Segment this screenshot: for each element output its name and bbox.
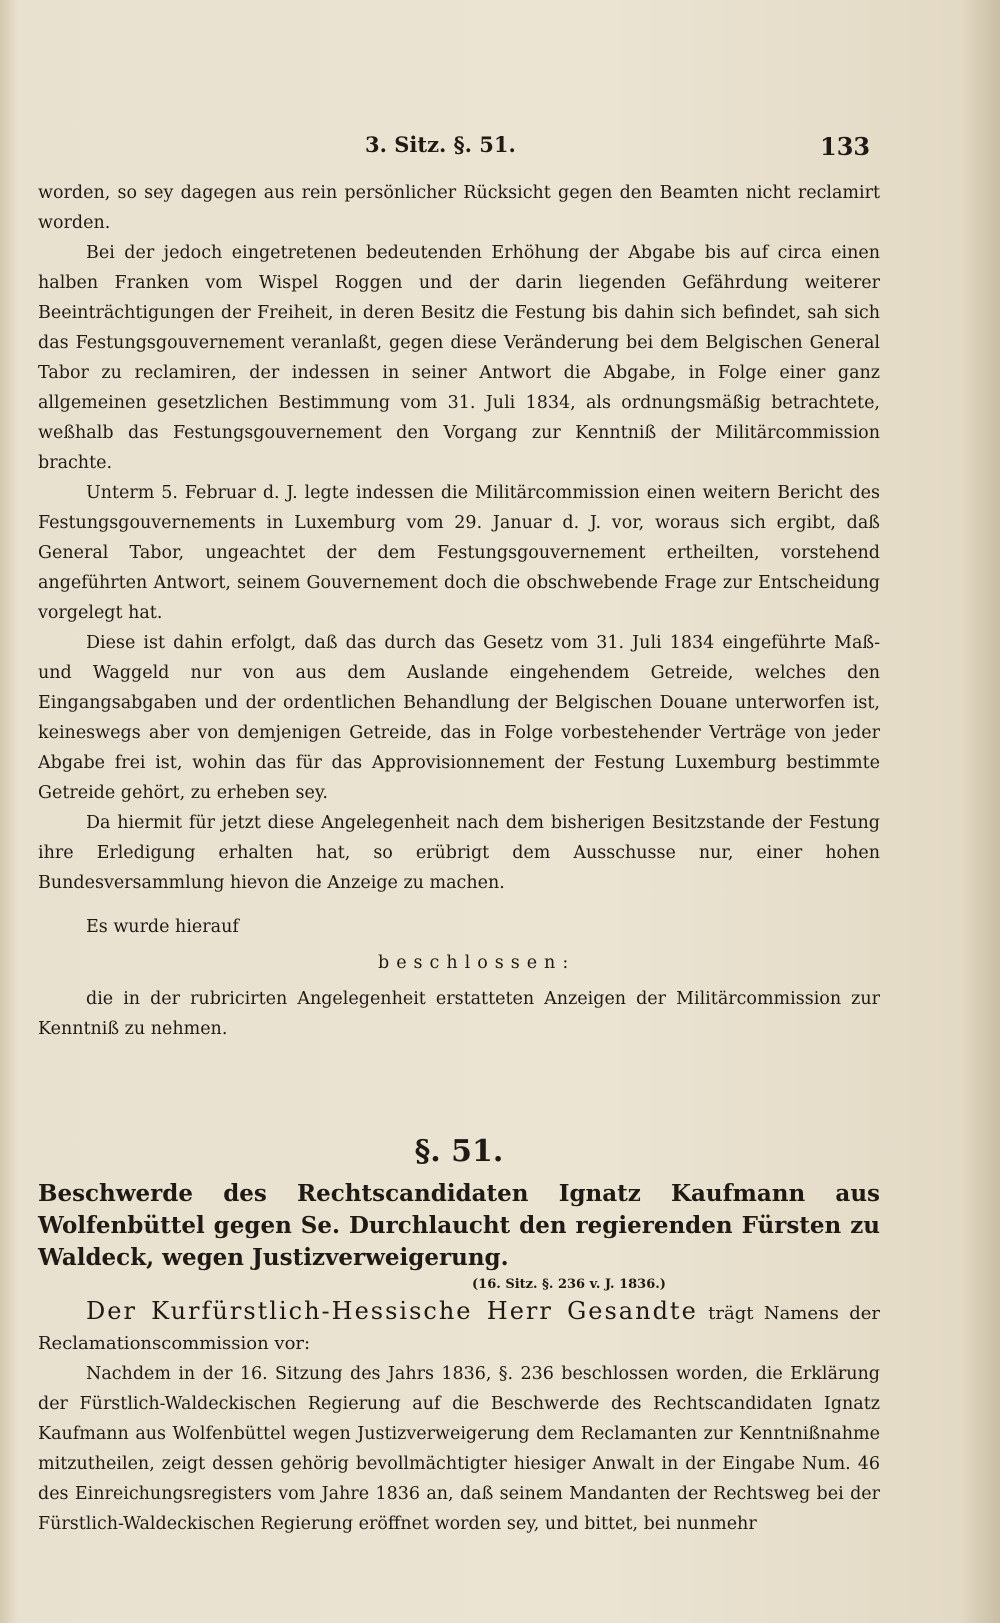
lead-paragraph [38,1296,880,1359]
paragraph-2: Bei der jedoch eingetretenen bedeutenden Erhöhung der Abgabe bis auf circa einen halben Franken vom Wispel Roggen und der darin liegenden Gefährdung weiterer Beeinträchtigungen der Freiheit, in deren Besitz die Festung bis dahin sich befindet, sah sich das Festungsgouvernement veranlaßt, gegen diese Veränderung bei dem Belgischen General Tabor zu reclamiren, der indessen in seiner Antwort die Abgabe, in Folge einer ganz allgemeinen gesetzlichen Bestimmung vom 31. Juli 1834, als ordnungsmäßig betrachtete, weßhalb das Festungsgouvernement den Vorgang zur Kenntniß der Militärcommission brachte. [38,243,880,473]
paragraph-1: worden, so sey dagegen aus rein persönlicher Rücksicht gegen den Beamten nicht reclamirt worden. [38,183,880,233]
section-title: §. 51. [414,1134,504,1169]
section-citation: (16. Sitz. §. 236 v. J. 1836.) [472,1277,666,1292]
paragraph-6: Es wurde hierauf [86,917,239,937]
body-text [38,178,880,1539]
page-header [0,132,1000,172]
page-number: 133 [820,132,871,161]
lead-rest: trägt Namens der Reclamationscommission vor: [38,1303,880,1354]
paragraph-3: Unterm 5. Februar d. J. legte indessen die Militärcommission einen weitern Bericht des Festungsgouvernements in Luxemburg vom 29. Januar d. J. vor, woraus sich ergibt, daß General Tabor, ungeachtet der dem Festungsgouvernement ertheilten, vorstehend angeführten Antwort, seinem Gouvernement doch die obschwebende Frage zur Entscheidung vorgelegt hat. [38,483,880,623]
resolution-text: die in der rubricirten Angelegenheit erstatteten Anzeigen der Militärcommission zur Kenntniß zu nehmen. [38,989,880,1039]
paragraph-7: Nachdem in der 16. Sitzung des Jahrs 1836, §. 236 beschlossen worden, die Erklärung der Fürstlich-Waldeckischen Regierung auf die Beschwerde des Rechtscandidaten Ignatz Kaufmann aus Wolfenbüttel wegen Justizverweigerung dem Reclamanten zur Kenntnißnahme mitzutheilen, zeigt dessen gehörig bevollmächtigter hiesiger Anwalt in der Eingabe Num. 46 des Einreichungsregisters vom Jahre 1836 an, daß seinem Mandanten der Rechtsweg bei der Fürstlich-Waldeckischen Regierung eröffnet worden sey, und bittet, bei nunmehr [38,1364,880,1534]
running-head: 3. Sitz. §. 51. [365,132,516,157]
section-heading: Beschwerde des Rechtscandidaten Ignatz Kaufmann aus Wolfenbüttel gegen Se. Durchlaucht den regierenden Fürsten zu Waldeck, wegen Justizverweigerung. [38,1180,880,1271]
lead-speaker: Der Kurfürstlich-Hessische Herr Gesandte [86,1297,698,1325]
decision-word: beschlossen: [378,953,576,973]
paragraph-4: Diese ist dahin erfolgt, daß das durch das Gesetz vom 31. Juli 1834 eingeführte Maß- und Waggeld nur von aus dem Auslande eingehendem Getreide, welches den Eingangsabgaben und der ordentlichen Behandlung der Belgischen Douane unterworfen ist, keineswegs aber von demjenigen Getreide, das in Folge vorbestehender Verträge von jeder Abgabe frei ist, wohin das für das Approvisionnement der Festung Luxemburg bestimmte Getreide gehört, zu erheben sey. [38,633,880,803]
paragraph-5: Da hiermit für jetzt diese Angelegenheit nach dem bisherigen Besitzstande der Festung ihre Erledigung erhalten hat, so erübrigt dem Ausschusse nur, einer hohen Bundesversammlung hievon die Anzeige zu machen. [38,813,880,893]
